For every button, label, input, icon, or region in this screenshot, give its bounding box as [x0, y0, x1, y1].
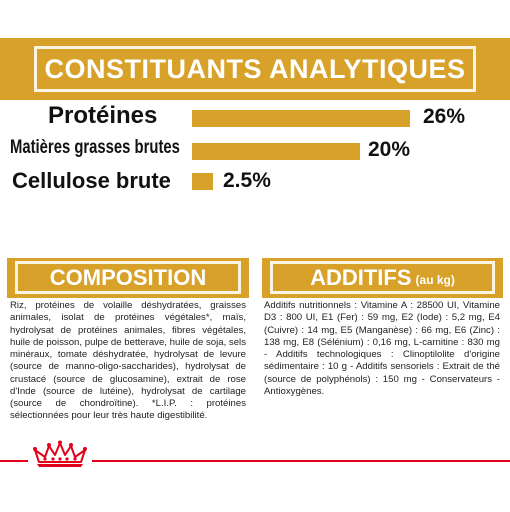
- analytical-title: CONSTITUANTS ANALYTIQUES: [44, 53, 466, 84]
- level-bar: [192, 173, 213, 190]
- additifs-header-box: [270, 261, 495, 294]
- composition-title: COMPOSITION: [49, 264, 207, 290]
- additifs-unit: (au kg): [415, 273, 455, 287]
- composition-header-box: [15, 261, 241, 294]
- row-label: Cellulose brute: [12, 168, 171, 193]
- analytical-row-matieres-grasses: [0, 137, 510, 165]
- row-value: 2.5%: [223, 169, 271, 192]
- footer-line-right: [92, 460, 510, 462]
- additifs-text: Additifs nutritionnels : Vitamine A : 28500 UI, Vitamine D3 : 800 UI, E1 (Fer) : 59 mg, E2 (Iode) : 5,2 mg, E4 (Cuivre) : 14 mg, E5 (Manganèse) : 66 mg, E6 (Zinc) : 138 mg, E8 (Sélénium) : 0,16 mg, L-carnitine : 830 mg - Additifs technologiques : Clinoptilolite d'origine sédimentaire : 10 g - Additifs sensoriels : Extrait de thé (source de polyphénols) : 150 mg - Conservateurs - Antioxygènes.: [264, 300, 500, 397]
- footer-line-left: [0, 460, 28, 462]
- royal-canin-crown-logo: [31, 440, 89, 470]
- level-bar: [192, 143, 360, 160]
- additifs-title: ADDITIFS: [310, 264, 412, 290]
- composition-text: Riz, protéines de volaille déshydratées, graisses animales, isolat de protéines végétales*, maïs, hydrolysat de protéines animales, fibres végétales, huile de poisson, pulpe de betterave, huile de soja, sels minéraux, tomate déshydratée, hydrolysat de levure (source de manno-oligo-saccharides), hydrolysat de crustacé (source de glucosamine), extrait de rose d'Inde (source de lutéine), hydrolysat de cartilage (source de chondroïtine). *L.I.P. : protéines sélectionnées pour leur très haute digestibilité.: [10, 300, 246, 422]
- row-label: Matières grasses brutes: [10, 137, 180, 158]
- row-value: 26%: [423, 105, 466, 128]
- analytical-row-proteines: [0, 103, 510, 131]
- row-label: Protéines: [48, 102, 158, 129]
- analytical-header-box: [34, 46, 476, 92]
- level-bar: [192, 110, 410, 127]
- analytical-row-cellulose: [0, 168, 510, 196]
- row-value: 20%: [368, 138, 411, 161]
